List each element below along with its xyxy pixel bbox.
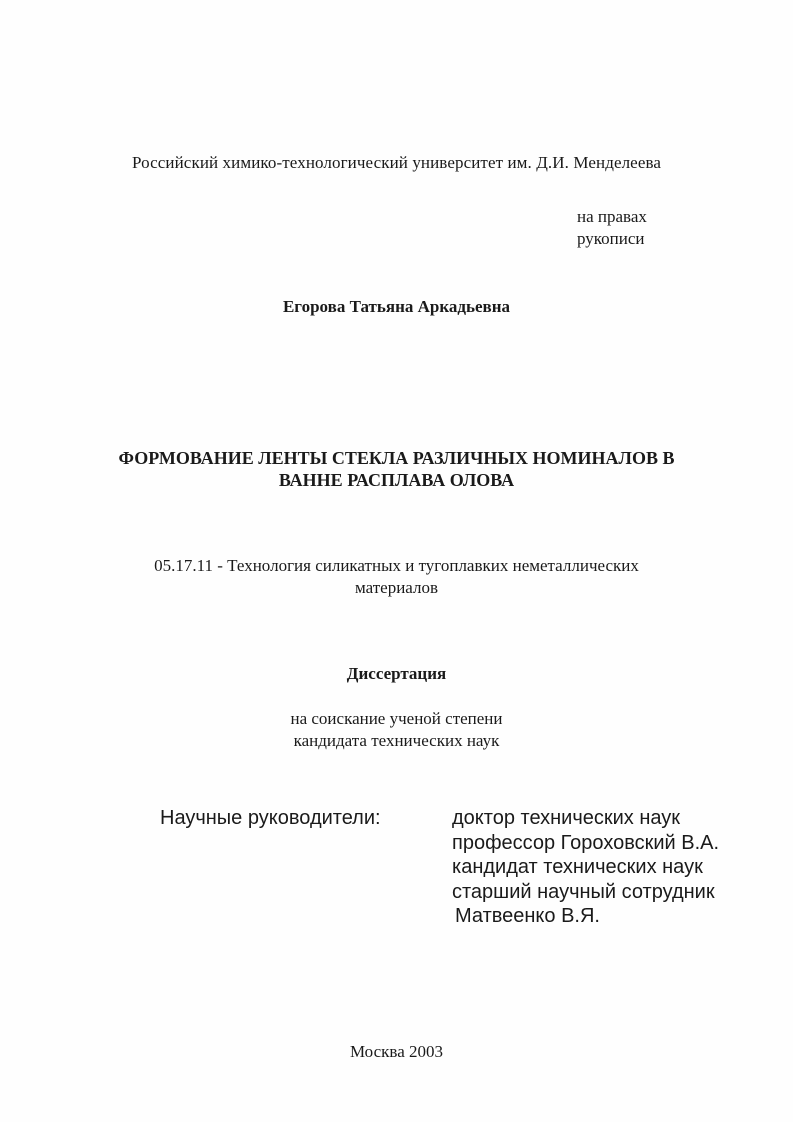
author-name: Егорова Татьяна Аркадьевна bbox=[282, 297, 511, 316]
specialty bbox=[0, 555, 793, 599]
degree bbox=[0, 708, 793, 752]
document-type: Диссертация bbox=[346, 664, 447, 683]
supervisor-line: кандидат технических наук bbox=[452, 856, 703, 878]
university-name: Российский химико-технологический университет им. Д.И. Менделеева bbox=[131, 153, 662, 172]
degree-line-2: кандидата технических наук bbox=[293, 731, 500, 750]
degree-line-1: на соискание ученой степени bbox=[290, 709, 503, 728]
specialty-line-1: 05.17.11 - Технология силикатных и тугоплавких неметаллических bbox=[154, 556, 639, 575]
manuscript-rights-line-2: рукописи bbox=[577, 229, 645, 248]
supervisor-line: Матвеенко В.Я. bbox=[455, 905, 600, 927]
supervisors-list bbox=[452, 806, 719, 929]
supervisor-line: доктор технических наук bbox=[452, 807, 681, 829]
supervisor-line: старший научный сотрудник bbox=[452, 880, 715, 903]
dissertation-title-line-2: ВАННЕ РАСПЛАВА ОЛОВА bbox=[278, 470, 515, 490]
supervisor-line: профессор Гороховский В.А. bbox=[452, 831, 720, 854]
city-year: Москва 2003 bbox=[349, 1042, 444, 1061]
dissertation-title-line-1: ФОРМОВАНИЕ ЛЕНТЫ СТЕКЛА РАЗЛИЧНЫХ НОМИНАЛОВ В bbox=[118, 448, 675, 468]
manuscript-rights bbox=[577, 206, 647, 250]
manuscript-rights-line-1: на правах bbox=[577, 207, 647, 226]
supervisors-label: Научные руководители: bbox=[160, 807, 381, 829]
specialty-line-2: материалов bbox=[354, 578, 439, 597]
dissertation-title bbox=[0, 447, 793, 491]
